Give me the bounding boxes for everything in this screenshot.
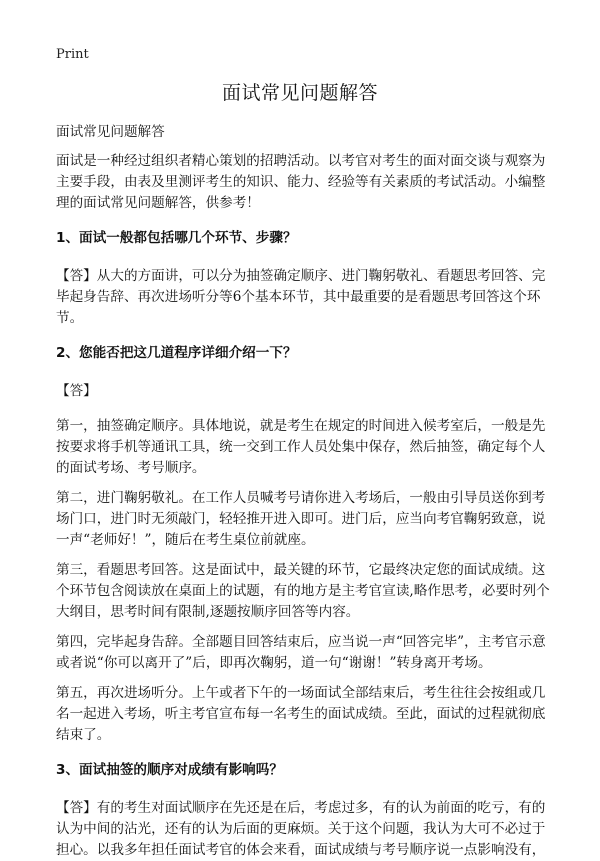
question-2-heading: 2、您能否把这几道程序详细介绍一下？	[56, 345, 297, 361]
answer-2-label: 【答】	[56, 383, 97, 399]
article-subtitle: 面试常见问题解答	[56, 124, 165, 140]
article-body	[56, 122, 554, 861]
answer-2-step-3: 第三，看题思考回答。这是面试中，最关键的环节，它最终决定您的面试成绩。这个环节包含阅读放在桌面上的试题，有的地方是主考官宣读,略作思考，必要时列个大纲目，思考时间有限制,逐题按顺序回答等内容。	[56, 562, 550, 620]
answer-1-paragraph: 【答】从大的方面讲，可以分为抽签确定顺序、进门鞠躬敬礼、看题思考回答、完毕起身告辞、再次进场听分等6个基本环节，其中最重要的是看题思考回答这个环节。	[56, 268, 546, 326]
answer-2-step-2: 第二，进门鞠躬敬礼。在工作人员喊考号请你进入考场后，一般由引导员送你到考场门口，进门时无须敲门，轻轻推开进入即可。进门后，应当向考官鞠躬致意，说一声“老师好！”，随后在考生桌位前就座。	[56, 490, 546, 548]
intro-paragraph: 面试是一种经过组织者精心策划的招聘活动。以考官对考生的面对面交谈与观察为主要手段，由表及里测评考生的知识、能力、经验等有关素质的考试活动。小编整理的面试常见问题解答，供参考！	[56, 153, 546, 211]
page-title: 面试常见问题解答	[221, 82, 378, 104]
print-link[interactable]: Print	[56, 47, 89, 62]
question-3-heading: 3、面试抽签的顺序对成绩有影响吗？	[56, 762, 283, 778]
answer-3-paragraph: 【答】有的考生对面试顺序在先还是在后，考虑过多，有的认为前面的吃亏，有的认为中间的沾光，还有的认为后面的更麻烦。关于这个问题，我认为大可不必过于担心。以我多年担任面试考官的体会来看，面试成绩与考号顺序说一点影响没有，	[56, 800, 546, 858]
answer-2-step-1: 第一，抽签确定顺序。具体地说，就是考生在规定的时间进入候考室后，一般是先按要求将手机等通讯工具，统一交到工作人员处集中保存，然后抽签，确定每个人的面试考场、考号顺序。	[56, 418, 546, 476]
answer-2-step-4: 第四，完毕起身告辞。全部题目回答结束后，应当说一声“回答完毕”，主考官示意或者说“你可以离开了”后，即再次鞠躬，道一句“谢谢！”转身离开考场。	[56, 634, 546, 671]
answer-2-step-5: 第五，再次进场听分。上午或者下午的一场面试全部结束后，考生往往会按组或几名一起进入考场，听主考官宣布每一名考生的面试成绩。至此，面试的过程就彻底结束了。	[56, 685, 546, 743]
question-1-heading: 1、面试一般都包括哪几个环节、步骤？	[56, 230, 297, 246]
